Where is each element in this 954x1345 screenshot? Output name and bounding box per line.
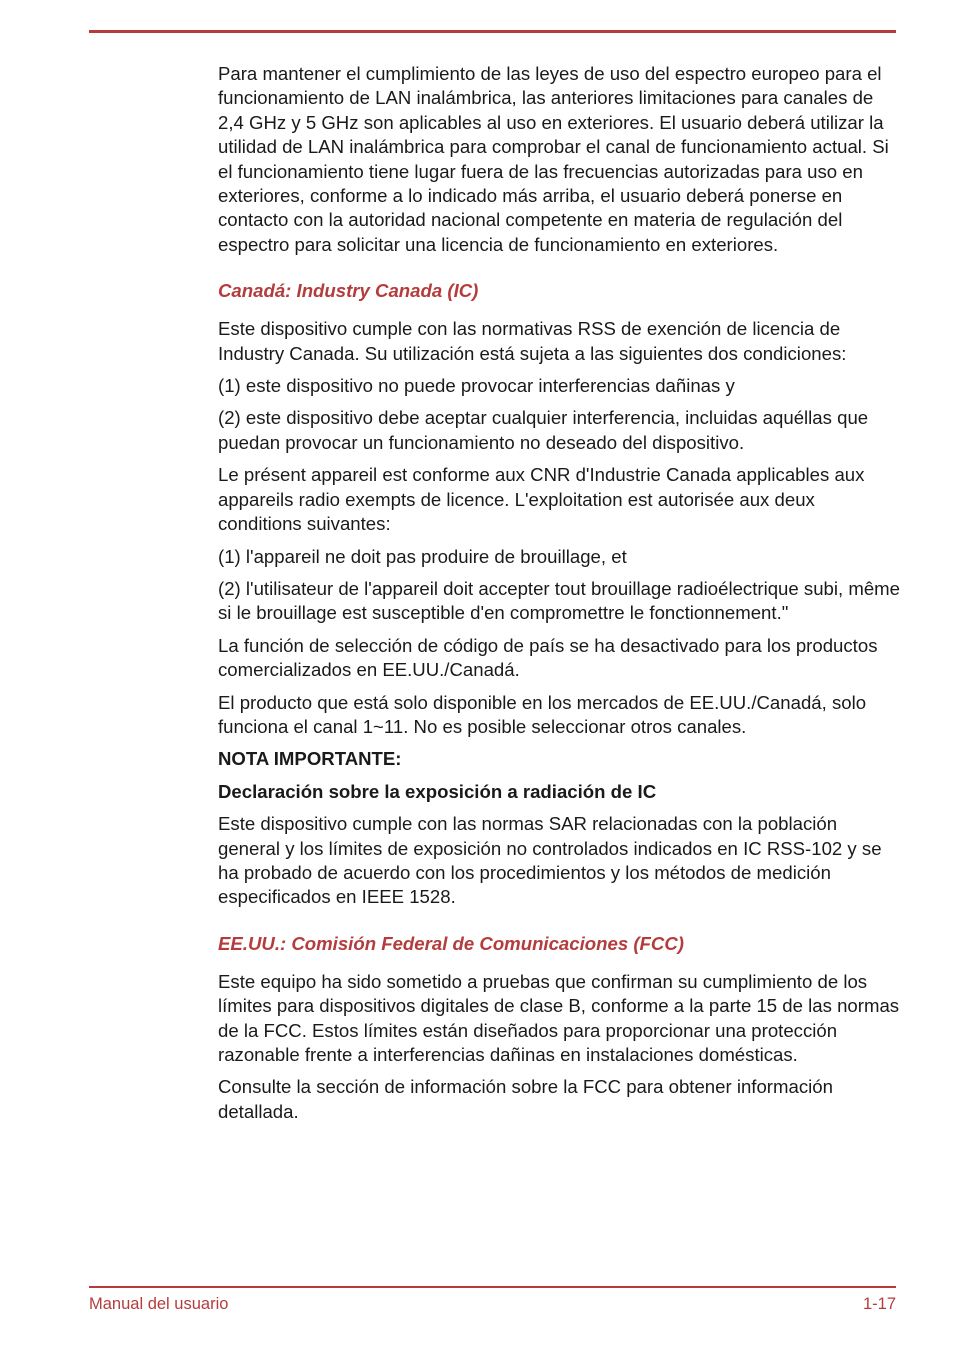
paragraph-rss-compliance: Este dispositivo cumple con las normativas RSS de exención de licencia de Industry Canada. Su utilización está sujeta a las siguientes dos condiciones: bbox=[218, 318, 847, 364]
paragraph-country-code: La función de selección de código de país se ha desactivado para los productos comercializados en EE.UU./Canadá. bbox=[218, 634, 878, 681]
paragraph-eu-spectrum: Para mantener el cumplimiento de las leyes de uso del espectro europeo para el funcionamiento de LAN inalámbrica, las anteriores limitaciones para canales de 2,4 GHz y 5 GHz son aplicables al uso en exteriores. El usuario deberá utilizar la utilidad de LAN inalámbrica para comprobar el canal de funcionamiento actual. Si el funcionamiento tiene lugar fuera de las frecuencias autorizadas para uso en exteriores, conforme a lo indicado más arriba, el usuario deberá ponerse en contacto con la autoridad nacional competente en materia de regulación del espectro para solicitar una licencia de funcionamiento en exteriores. bbox=[218, 63, 889, 255]
heading-usa-fcc: EE.UU.: Comisión Federal de Comunicaciones (FCC) bbox=[218, 932, 684, 954]
header-rule bbox=[89, 30, 896, 33]
footer-rule bbox=[89, 1286, 896, 1288]
footer-manual-title: Manual del usuario bbox=[89, 1295, 229, 1313]
heading-canada-ic: Canadá: Industry Canada (IC) bbox=[218, 280, 479, 302]
paragraph-sar: Este dispositivo cumple con las normas SAR relacionadas con la población general y los límites de exposición no controlados indicados en IC RSS-102 y se ha probado de acuerdo con los procedimientos y los métodos de medición especificados en IEEE 1528. bbox=[218, 813, 882, 908]
page-content bbox=[218, 62, 900, 1132]
footer-page-number: 1-17 bbox=[862, 1295, 896, 1313]
paragraph-channels: El producto que está solo disponible en los mercados de EE.UU./Canadá, solo funciona el canal 1~11. No es posible seleccionar otros canales. bbox=[218, 691, 867, 737]
paragraph-french-condition-2: (2) l'utilisateur de l'appareil doit accepter tout brouillage radioélectrique subi, même si le brouillage est susceptible d'en compromettre le fonctionnement." bbox=[218, 577, 901, 624]
paragraph-fcc-class-b: Este equipo ha sido sometido a pruebas que confirman su cumplimiento de los límites para dispositivos digitales de clase B, conforme a la parte 15 de las normas de la FCC. Estos límites están diseñados para proporcionar una protección razonable frente a interferencias dañinas en instalaciones domésticas. bbox=[218, 970, 900, 1065]
declaracion-heading: Declaración sobre la exposición a radiación de IC bbox=[218, 780, 657, 802]
paragraph-condition-1: (1) este dispositivo no puede provocar interferencias dañinas y bbox=[218, 375, 735, 397]
paragraph-fcc-info: Consulte la sección de información sobre la FCC para obtener información detallada. bbox=[218, 1076, 833, 1122]
paragraph-french-condition-1: (1) l'appareil ne doit pas produire de brouillage, et bbox=[218, 545, 627, 567]
nota-importante-label: NOTA IMPORTANTE: bbox=[218, 748, 402, 770]
paragraph-french-cnr: Le présent appareil est conforme aux CNR d'Industrie Canada applicables aux appareils radio exempts de licence. L'exploitation est autorisée aux deux conditions suivantes: bbox=[218, 464, 865, 535]
paragraph-condition-2: (2) este dispositivo debe aceptar cualquier interferencia, incluidas aquéllas que puedan provocar un funcionamiento no deseado del dispositivo. bbox=[218, 407, 869, 453]
